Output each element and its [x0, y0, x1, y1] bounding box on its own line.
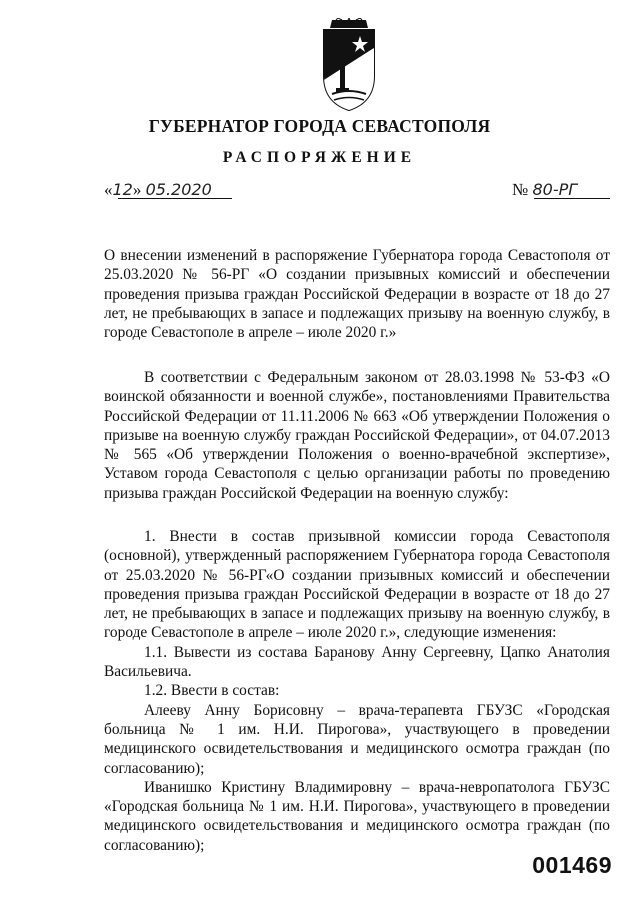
date-day: 12	[112, 180, 133, 199]
date-underline	[118, 198, 232, 199]
date-close-quote: »	[132, 180, 142, 199]
entry-ivanishko: Иванишко Кристину Владимировну – врача-невропатолога ГБУЗС «Городская больница № 1 им. Н.И. Пирогова», участвующего в проведении медицинского освидетельствования и медицинского осмотра граждан (по согласованию);	[104, 778, 610, 854]
number-underline	[534, 198, 610, 199]
document-items	[104, 527, 610, 855]
document-subject	[104, 246, 610, 342]
governor-title: ГУБЕРНАТОР ГОРОДА СЕВАСТОПОЛЯ	[148, 116, 491, 136]
preamble-text: В соответствии с Федеральным законом от 28.03.1998 № 53-ФЗ «О воинской обязанности и военной службе», постановлениями Правительства Российской Федерации от 11.11.2006 № 663 «Об утверждении Положения о призыве на военную службу граждан Российской Федерации», от 04.07.2013 № 565 «Об утверждении Положения о военно-врачебной экспертизе», Уставом города Севастополя с целью организации работы по проведению призыва граждан Российской Федерации на военную службу:	[104, 369, 610, 502]
item-1-1: 1.1. Вывести из состава Баранову Анну Сергеевну, Цапко Анатолия Васильевича.	[104, 643, 610, 681]
item-1: 1. Внести в состав призывной комиссии города Севастополя (основной), утвержденный распоряжением Губернатора города Севастополя от 25.03.2020 № 56-РГ«О создании призывных комиссий и обеспечении проведения призыва граждан Российской Федерации в возрасте от 18 до 27 лет, не пребывающих в запасе и подлежащих призыву на военную службу, в городе Севастополе в апреле – июле 2020 г.», следующие изменения:	[104, 528, 610, 642]
date-open-quote: «	[104, 180, 113, 199]
entry-aleeva: Алееву Анну Борисовну – врача-терапевта ГБУЗС «Городская больница № 1 им. Н.И. Пирогова», участвующего в проведении медицинского освидетельствования и медицинского осмотра граждан (по согласованию);	[104, 701, 610, 777]
serial-number: 001469	[532, 852, 612, 878]
order-number	[512, 180, 612, 202]
number-label: №	[512, 180, 529, 199]
subject-text: О внесении изменений в распоряжение Губернатора города Севастополя от 25.03.2020 № 56-РГ «О создании призывных комиссий и обеспечении проведения призыва граждан Российской Федерации в возрасте от 18 до 27 лет, не пребывающих в запасе и подлежащих призыву на военную службу, в городе Севастополе в апреле – июле 2020 г.»	[104, 247, 610, 342]
order-date	[104, 180, 234, 202]
document-preamble	[104, 368, 610, 503]
document-type: РАСПОРЯЖЕНИЕ	[222, 149, 417, 166]
number-value: 80-РГ	[532, 180, 578, 199]
item-1-2: 1.2. Ввести в состав:	[144, 682, 280, 700]
sevastopol-coat-of-arms-icon	[318, 18, 380, 112]
date-month-year: 05.2020	[145, 180, 212, 199]
